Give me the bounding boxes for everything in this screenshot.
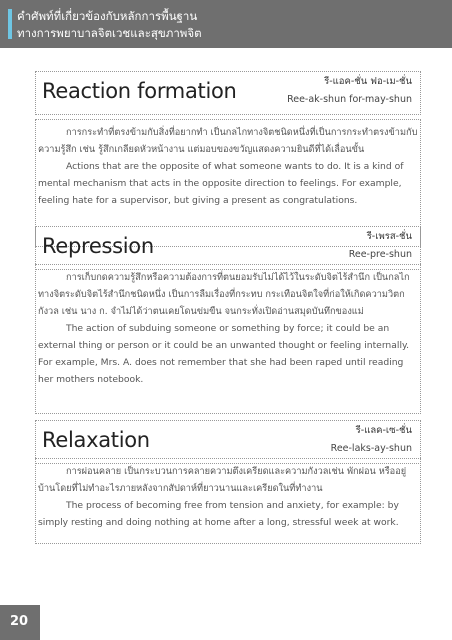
pronunciation-thai-text: รี-แลค-เซ-ชั่น xyxy=(355,425,412,436)
header-title-line2: ทางการพยาบาลจิตเวชและสุขภาพจิต xyxy=(17,26,202,40)
pronunciation-english-text: Ree-pre-shun xyxy=(348,249,412,260)
description-thai: การกระทำที่ตรงข้ามกับสิ่งที่อยากทำ เป็นกลไกทางจิตชนิดหนึ่งที่เป็นการกระทำตรงข้ามกับความรู้สึก เช่น รู้สึกเกลียดหัวหน้างาน แต่มอบของขวัญแสดงความยินดีที่ได้เลื่อนขั้น xyxy=(38,127,418,155)
pronunciation-thai-text: รี-แอค-ชั่น ฟอ-เม-ชั่น xyxy=(324,76,412,87)
term-title: Repression xyxy=(42,234,154,258)
page-number: 20 xyxy=(10,614,29,629)
page-header xyxy=(0,0,452,48)
term-heading-box xyxy=(35,71,421,115)
pronunciation-english xyxy=(287,93,412,106)
description-thai: การเก็บกดความรู้สึกหรือความต้องการที่ตนยอมรับไม่ได้ไว้ในระดับจิตไร้สำนึก เป็นกลไกทางจิตระดับจิตไร้สำนึกชนิดหนึ่ง เป็นการลืมเรื่องที่กระทบ กระเทือนจิตใจที่ก่อให้เกิดความวิตกกังวล เช่น นาง ก. จำไม่ได้ว่าตนเคยโดนข่มขืน จนกระทั่งเปิดอ่านสมุดบันทึกของแม่ xyxy=(38,272,410,317)
description-english: Actions that are the opposite of what someone wants to do. It is a kind of mental mechanism that acts in the opposite direction to feelings. For example, feeling hate for a supervisor, but giving a present as congratulations. xyxy=(38,161,404,206)
term-title: Relaxation xyxy=(42,428,150,452)
term-description xyxy=(38,463,418,531)
pronunciation-thai xyxy=(367,230,412,243)
description-thai: การผ่อนคลาย เป็นกระบวนการคลายความตึงเครียดและความกังวลเช่น พักผ่อน หรืออยู่บ้านโดยที่ไม่ทำอะไรภายหลังจากสัปดาห์ที่ยาวนานและเครียดในที่ทำงาน xyxy=(38,466,407,494)
page-number-tab xyxy=(0,605,40,640)
header-accent-bar xyxy=(8,9,12,39)
pronunciation-english xyxy=(331,442,412,455)
pronunciation-thai xyxy=(324,75,412,88)
term-description-box xyxy=(35,264,421,414)
description-english: The action of subduing someone or something by force; it could be an external thing or person or it could be an unwanted thought or feeling internally. For example, Mrs. A. does not remember that she had been raped until reading her mothers notebook. xyxy=(38,323,410,385)
pronunciation-thai-text: รี-เพรส-ชั่น xyxy=(366,231,412,242)
header-title-line1: คำศัพท์ที่เกี่ยวข้องกับหลักการพื้นฐาน xyxy=(17,9,198,23)
description-english: The process of becoming free from tension and anxiety, for example: by simply resting and doing nothing at home after a long, stressful week at work. xyxy=(38,500,399,528)
pronunciation-english-text: Ree-laks-ay-shun xyxy=(330,443,412,454)
term-title: Reaction formation xyxy=(42,79,237,103)
term-description xyxy=(38,269,418,388)
pronunciation-english xyxy=(349,248,412,261)
term-description-box xyxy=(35,458,421,544)
pronunciation-english-text: Ree-ak-shun for-may-shun xyxy=(287,94,412,105)
term-description xyxy=(38,124,418,209)
pronunciation-thai xyxy=(356,424,412,437)
